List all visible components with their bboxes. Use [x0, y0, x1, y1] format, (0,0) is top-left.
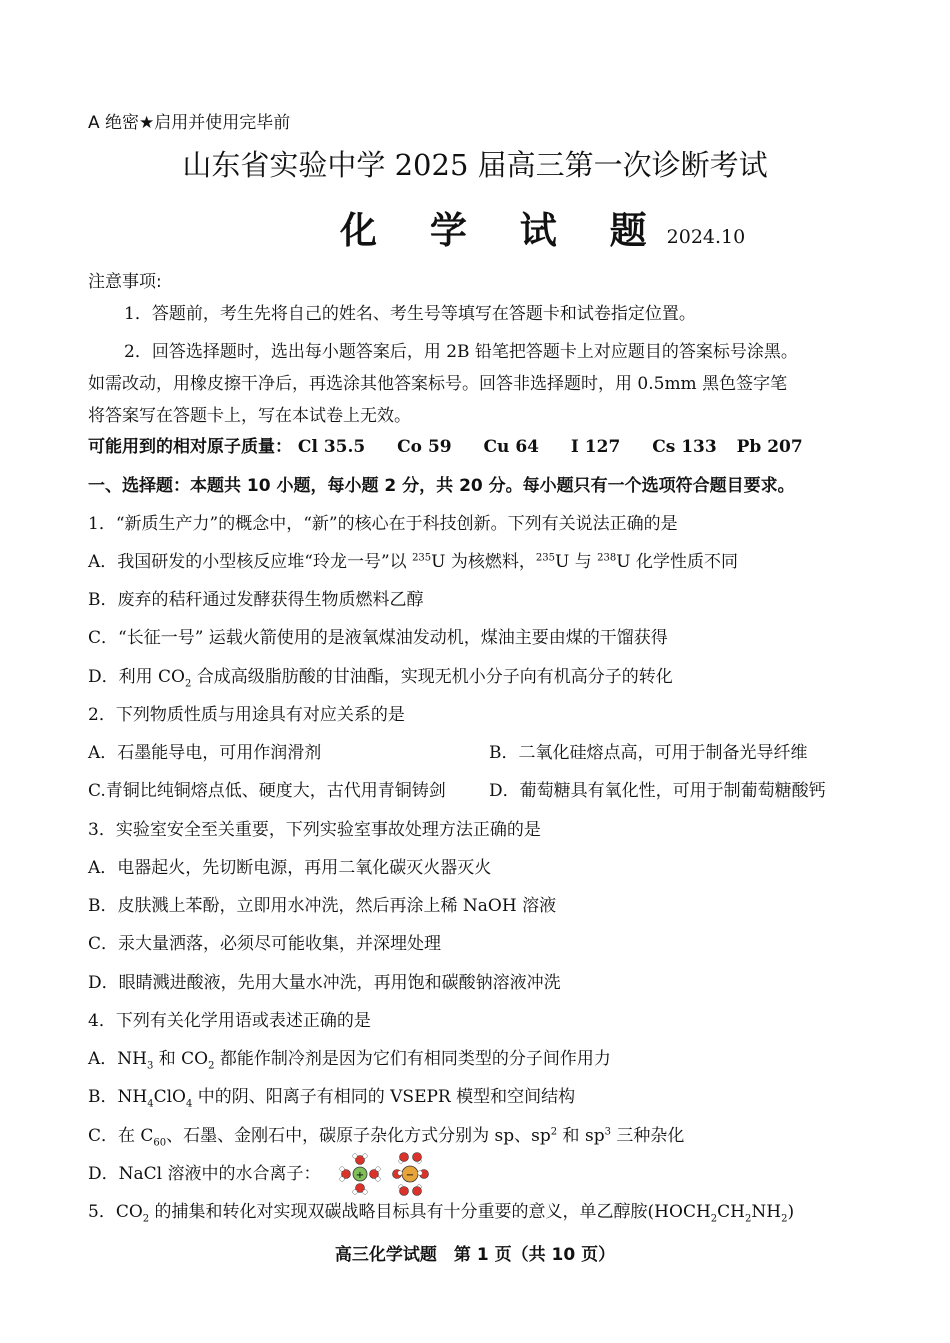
- q4-option-d: D．NaCl 溶液中的水合离子：: [88, 1164, 321, 1184]
- subject-title: 化 学 试 题: [340, 209, 667, 252]
- q2-option-c: C.青铜比纯铜熔点低、硬度大，古代用青铜铸剑: [88, 781, 446, 801]
- q1-option-c: C．“长征一号” 运载火箭使用的是液氧煤油发动机，煤油主要由煤的干馏获得: [88, 628, 668, 648]
- note-2: 2．回答选择题时，选出每小题答案后，用 2B 铅笔把答题卡上对应题目的答案标号涂黑。: [124, 342, 798, 362]
- q3-option-c: C．汞大量洒落，必须尽可能收集，并深埋处理: [88, 934, 442, 954]
- svg-text:+: +: [355, 1170, 365, 1181]
- q1-option-d: D．利用 $CO_2$ 合成高级脂肪酸的甘油酯，实现无机小分子向有机高分子的转化: [88, 667, 673, 690]
- note-2-end: 将答案写在答题卡上，写在本试卷上无效。: [88, 406, 411, 426]
- note-1: 1．答题前，考生先将自己的姓名、考生号等填写在答题卡和试卷指定位置。: [124, 304, 696, 324]
- q3-option-b: B．皮肤溅上苯酚，立即用水冲洗，然后再涂上稀 NaOH 溶液: [88, 896, 557, 916]
- q2-option-b: B．二氧化硅熔点高，可用于制备光导纤维: [489, 743, 808, 763]
- q4-option-b: B．$NH_4ClO_4$ 中的阴、阳离子有相同的 VSEPR 模型和空间结构: [88, 1087, 576, 1110]
- q3-option-a: A．电器起火，先切断电源，再用二氧化碳灭火器灭火: [88, 858, 492, 878]
- q4-option-c: C．在 $C_{60}$、石墨、金刚石中，碳原子杂化方式分别为 sp、$sp^2$ 和 $sp^3$ 三种杂化: [88, 1126, 685, 1149]
- q4-option-a: A．$NH_3$ 和 $CO_2$ 都能作制冷剂是因为它们有相同类型的分子间作用力: [88, 1049, 611, 1072]
- subject-title-line: [340, 200, 745, 254]
- q3-option-d: D．眼睛溅进酸液，先用大量水冲洗，再用饱和碳酸钠溶液冲洗: [88, 973, 561, 993]
- q1-option-a: A．我国研发的小型核反应堆“玲龙一号”以 $^{235}$U 为核燃料，$^{235}$U 与 $^{238}$U 化学性质不同: [88, 552, 738, 572]
- note-2-cont: 如需改动，用橡皮擦干净后，再选涂其他答案标号。回答非选择题时，用 0.5mm 黑色签字笔: [88, 374, 788, 394]
- mass-i: I 127: [570, 437, 621, 457]
- hydrated-anion-icon: [393, 1153, 429, 1196]
- q5-stem: 5．$CO_2$ 的捕集和转化对实现双碳战略目标具有十分重要的意义，单乙醇胺$(HOCH_2CH_2NH_2)$: [88, 1202, 795, 1225]
- hydrated-cation-icon: [340, 1154, 381, 1195]
- q1-option-b: B．废弃的秸秆通过发酵获得生物质燃料乙醇: [88, 590, 424, 610]
- q2-stem: 2．下列物质性质与用途具有对应关系的是: [88, 705, 405, 725]
- secret-label: A 绝密★启用并使用完毕前: [88, 113, 291, 133]
- exam-date: 2024.10: [666, 226, 746, 248]
- mass-pb: Pb 207: [736, 437, 803, 457]
- mass-co: Co 59: [397, 437, 452, 457]
- hydrated-ions-figure: [338, 1152, 434, 1196]
- q3-stem: 3．实验室安全至关重要，下列实验室事故处理方法正确的是: [88, 820, 541, 840]
- q4-stem: 4．下列有关化学用语或表述正确的是: [88, 1011, 371, 1031]
- q1-stem: 1．“新质生产力”的概念中，“新”的核心在于科技创新。下列有关说法正确的是: [88, 514, 678, 534]
- mass-cu: Cu 64: [483, 437, 539, 457]
- q2-option-a: A．石墨能导电，可用作润滑剂: [88, 743, 322, 763]
- svg-text:−: −: [405, 1170, 415, 1181]
- atomic-masses-label: 可能用到的相对原子质量：: [88, 437, 292, 457]
- atomic-masses: [88, 436, 803, 458]
- exam-title: 山东省实验中学 2025 届高三第一次诊断考试: [182, 148, 768, 182]
- page-footer: 高三化学试题 第 1 页（共 10 页）: [334, 1245, 616, 1265]
- mass-cs: Cs 133: [652, 437, 717, 457]
- section-heading: 一、选择题：本题共 10 小题，每小题 2 分，共 20 分。每小题只有一个选项符合题目要求。: [88, 476, 795, 496]
- notes-heading: 注意事项:: [88, 272, 162, 292]
- q2-option-d: D．葡萄糖具有氧化性，可用于制葡萄糖酸钙: [489, 781, 826, 801]
- mass-cl: Cl 35.5: [297, 437, 366, 457]
